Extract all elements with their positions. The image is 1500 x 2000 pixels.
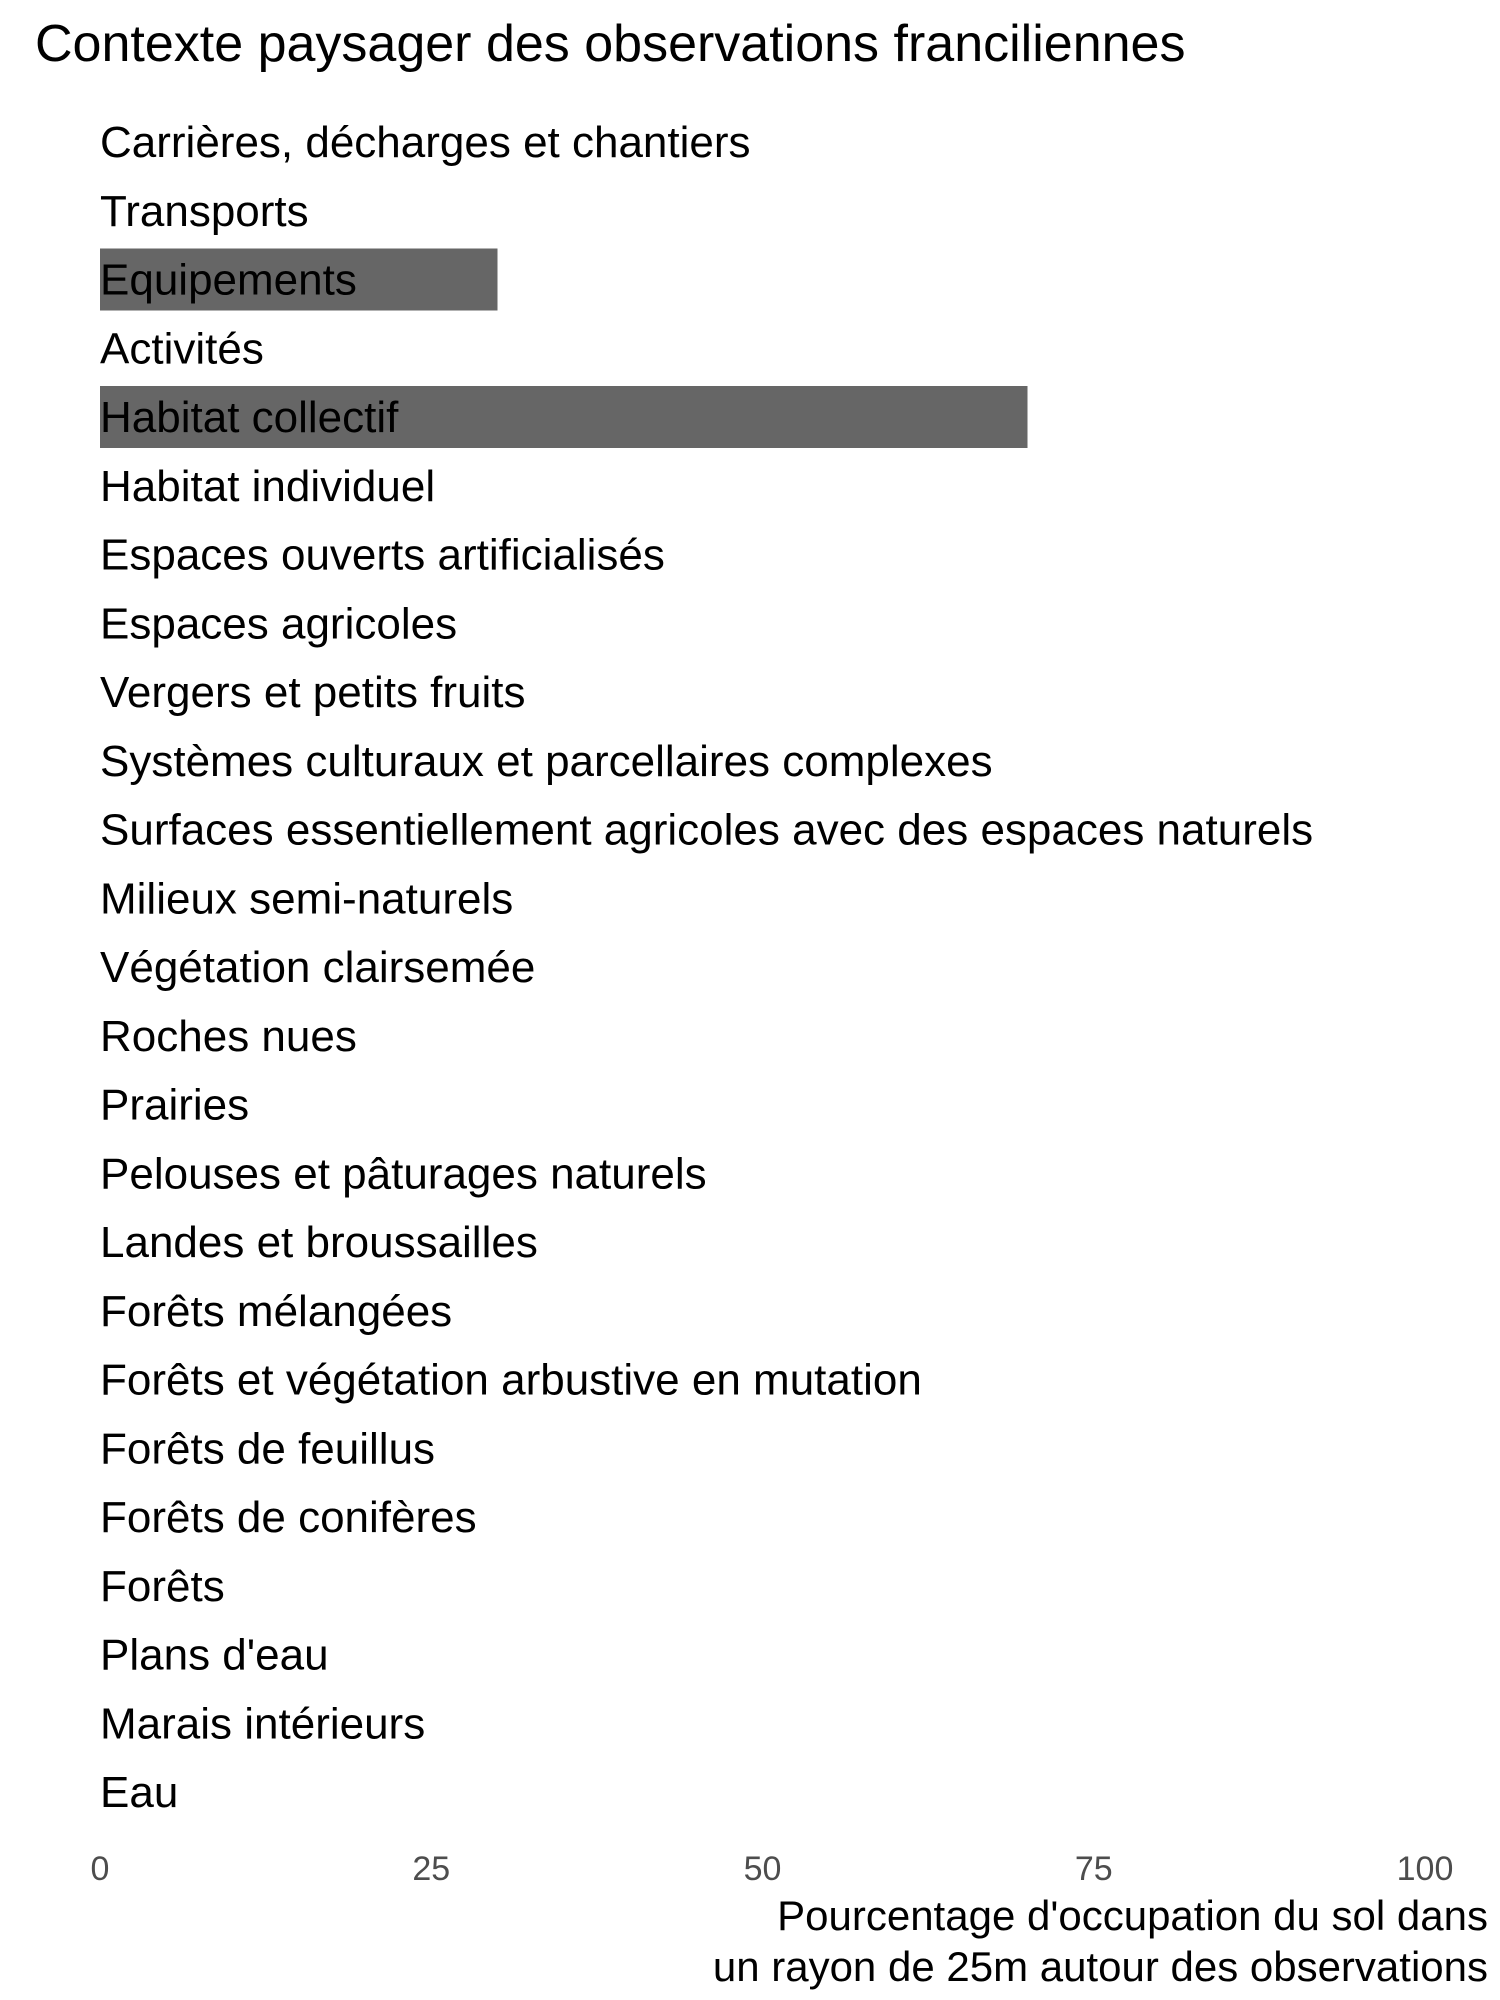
category-label: Surfaces essentiellement agricoles avec des espaces naturels xyxy=(100,805,1314,855)
x-tick-label: 25 xyxy=(412,1850,451,1888)
category-label: Landes et broussailles xyxy=(100,1218,538,1267)
category-label: Activités xyxy=(100,324,264,374)
category-labels xyxy=(100,118,1313,1817)
category-label: Equipements xyxy=(100,255,357,305)
category-label: Forêts de feuillus xyxy=(100,1424,436,1474)
category-label: Transports xyxy=(100,186,309,236)
category-label: Espaces agricoles xyxy=(100,599,458,649)
category-label: Eau xyxy=(100,1768,179,1817)
x-axis-title-line-2: un rayon de 25m autour des observations xyxy=(712,1943,1488,1990)
category-label: Systèmes culturaux et parcellaires complexes xyxy=(100,736,993,786)
category-label: Espaces ouverts artificialisés xyxy=(100,530,665,580)
category-label: Forêts et végétation arbustive en mutation xyxy=(100,1355,922,1405)
x-axis-title-line-1: Pourcentage d'occupation du sol dans xyxy=(777,1892,1488,1939)
category-label: Milieux semi-naturels xyxy=(100,874,514,924)
x-axis-ticks xyxy=(91,1850,1454,1888)
chart-title: Contexte paysager des observations franciliennes xyxy=(35,15,1186,73)
x-tick-label: 100 xyxy=(1396,1850,1454,1888)
x-tick-label: 0 xyxy=(90,1850,110,1888)
category-label: Pelouses et pâturages naturels xyxy=(100,1149,707,1199)
x-axis-title xyxy=(713,1890,1488,1992)
category-label: Forêts xyxy=(100,1561,225,1611)
category-label: Habitat collectif xyxy=(100,393,399,442)
category-label: Plans d'eau xyxy=(100,1630,329,1680)
category-label: Vergers et petits fruits xyxy=(100,668,526,717)
category-label: Carrières, décharges et chantiers xyxy=(100,118,751,167)
category-label: Prairies xyxy=(100,1080,250,1130)
category-label: Forêts de conifères xyxy=(100,1493,477,1542)
category-label: Roches nues xyxy=(100,1011,357,1061)
x-tick-label: 75 xyxy=(1074,1850,1113,1888)
category-label: Forêts mélangées xyxy=(100,1286,453,1336)
category-label: Habitat individuel xyxy=(100,461,436,511)
category-label: Végétation clairsemée xyxy=(100,943,536,992)
x-tick-label: 50 xyxy=(743,1850,782,1888)
category-label: Marais intérieurs xyxy=(100,1699,426,1749)
